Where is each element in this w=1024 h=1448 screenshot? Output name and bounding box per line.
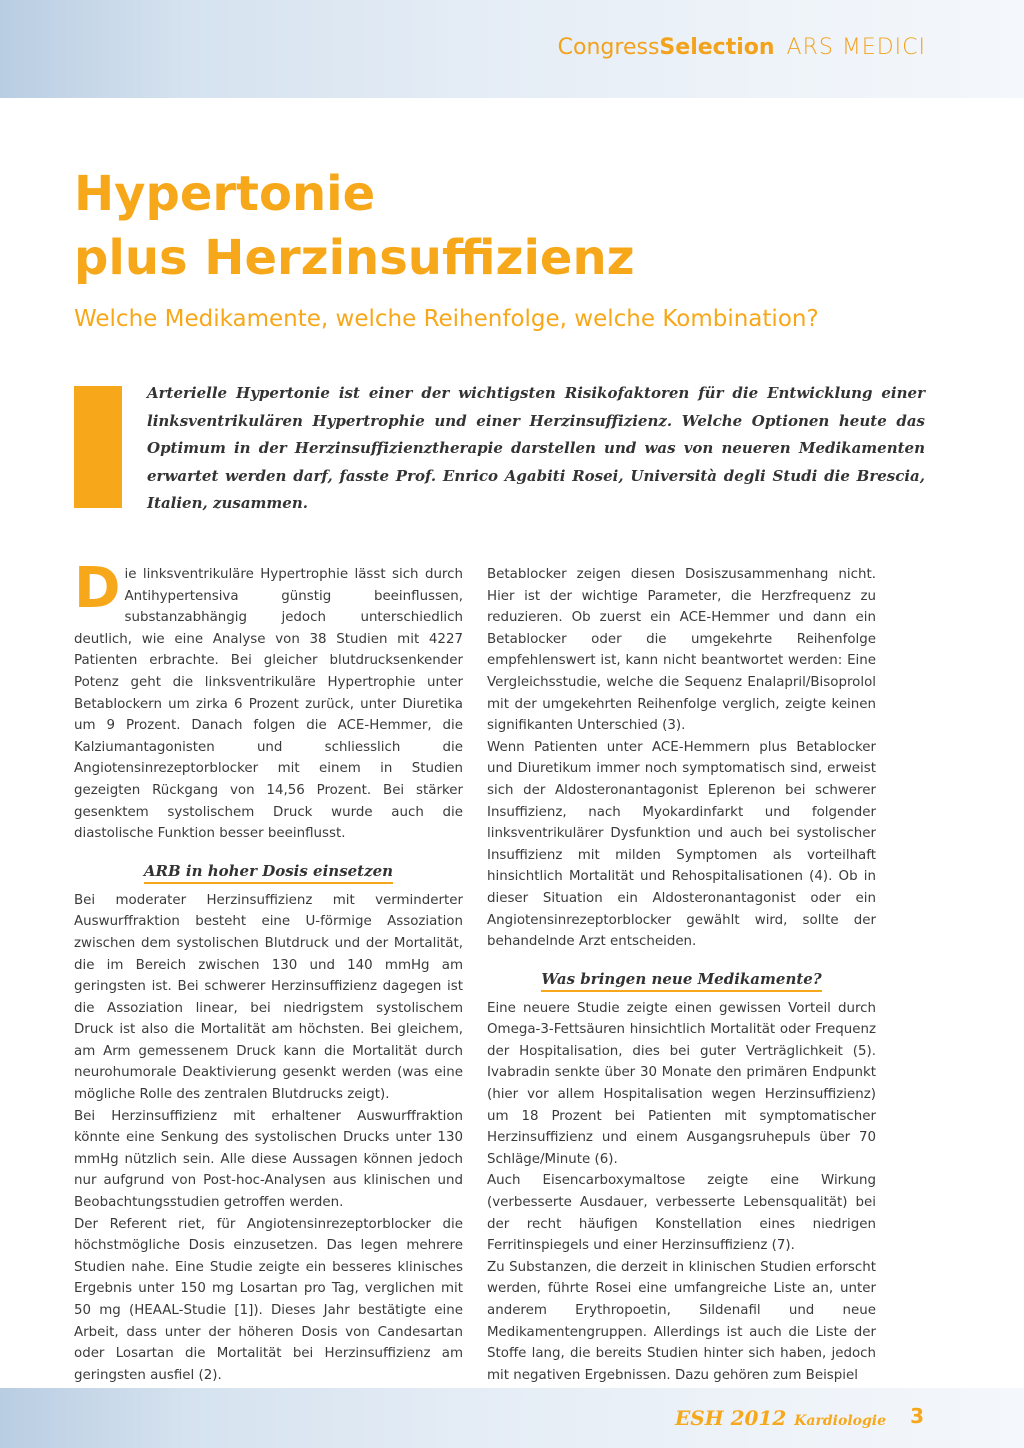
column-left bbox=[74, 556, 463, 1386]
intro-accent-bar bbox=[74, 386, 122, 508]
paragraph: Bei Herzinsuffizienz mit erhaltener Auswurffraktion könnte eine Senkung des systolischen Drucks unter 130 mmHg nützlich sein. Alle diese Aussagen können jedoch nur aufgrund von Post-hoc-Analysen aus klinischen und Beobachtungsstudien getroffen werden. bbox=[74, 1108, 463, 1211]
title-line-1: Hypertonie bbox=[74, 166, 376, 222]
title-line-2: plus Herzinsuffizienz bbox=[74, 230, 635, 286]
article-subtitle: Welche Medikamente, welche Reihenfolge, welche Kombination? bbox=[74, 306, 819, 332]
paragraph: Wenn Patienten unter ACE-Hemmern plus Betablocker und Diuretikum immer noch symptomatisch sind, erweist sich der Aldosteronantagonist Eplerenon bei schwerer Insuffizienz, nach Myokardinfarkt und folgender linksventrikulärer Dysfunktion und auch bei systolischer Insuffizienz mit milden Symptomen als vorteilhaft hinsichtlich Mortalität und Rehospitalisationen (4). Ob in dieser Situation ein Aldosteronantagonist oder ein Angiotensinrezeptorblocker gewählt wird, sollte der behandelnde Arzt entscheiden. bbox=[487, 739, 876, 950]
article-title bbox=[74, 162, 954, 290]
series-light: Congress bbox=[557, 35, 660, 60]
paragraph: Der Referent riet, für Angiotensinrezeptorblocker die höchstmögliche Dosis einzusetzen. Das legen mehrere Studien nahe. Eine Studie zeigte ein besseres klinisches Ergebnis unter 150 mg Losartan pro Tag, verglichen mit 50 mg (HEAAL-Studie [1]). Dieses Jahr bestätigte eine Arbeit, dass unter der höheren Dosis von Candesartan oder Losartan die Mortalität bei Herzinsuffizienz am geringsten ausfiel (2). bbox=[74, 1216, 463, 1383]
footer-event: ESH 2012 bbox=[675, 1406, 787, 1430]
paragraph: Bei moderater Herzinsuffizienz mit verminderter Auswurffraktion besteht eine U-förmige Assoziation zwischen dem systolischen Blutdruck und der Mortalität, die im Bereich zwischen 130 und 140 mmHg am geringsten ist. Bei schwerer Herzinsuffizienz dagegen ist die Assoziation linear, bei niedrigstem systolischem Druck ist also die Mortalität am höchsten. Bei gleichem, am Arm gemessenem Druck kann die Mortalität durch neurohumorale Deaktivierung gesenkt werden (was eine mögliche Rolle des zentralen Blutdrucks zeigt). bbox=[74, 892, 463, 1103]
series-bold: Selection bbox=[659, 35, 775, 60]
subheading-wrap bbox=[74, 861, 463, 884]
paragraph: Zu Substanzen, die derzeit in klinischen Studien erforscht werden, führte Rosei eine umfangreiche Liste an, unter anderem Erythropoetin, Sildenafil und neue Medikamentengruppen. Allerdings ist auch die Liste der Stoffe lang, die bereits Studien hinter sich haben, jedoch mit negativen Ergebnissen. Dazu gehören zum Beispiel bbox=[487, 1259, 876, 1383]
subheading: Was bringen neue Medikamente? bbox=[541, 969, 821, 992]
congress-selection-logo bbox=[558, 34, 775, 62]
subheading-wrap bbox=[487, 969, 876, 992]
paragraph: Betablocker zeigen diesen Dosiszusammenhang nicht. Hier ist der wichtige Parameter, die Herzfrequenz zu reduzieren. Ob zuerst ein ACE-Hemmer und dann ein Betablocker oder die umgekehrte Reihenfolge empfehlenswert ist, kann nicht beantwortet werden: Eine Vergleichsstudie, welche die Sequenz Enalapril/Bisoprolol mit der umgekehrten Reihenfolge verglich, zeigte keinen signifikanten Unterschied (3). bbox=[487, 567, 876, 734]
paragraph: Auch Eisencarboxymaltose zeigte eine Wirkung (verbesserte Ausdauer, verbesserte Lebensqualität) bei der recht häufigen Konstellation eines niedrigen Ferritinspiegels und einer Herzinsuffizienz (7). bbox=[487, 1173, 876, 1254]
masthead bbox=[558, 28, 926, 62]
column-right bbox=[487, 564, 876, 1386]
subheading: ARB in hoher Dosis einsetzen bbox=[144, 861, 393, 884]
page-number: 3 bbox=[910, 1404, 924, 1428]
paragraph: Eine neuere Studie zeigte einen gewissen Vorteil durch Omega-3-Fettsäuren hinsichtlich Mortalität oder Frequenz der Hospitalisation, dies bei guter Verträglichkeit (5). Ivabradin senkte über 30 Monate den primären Endpunkt (hier vor allem Hospitalisation wegen Herzinsuffizienz) um 18 Prozent bei Patienten mit symptomatischer Herzinsuffizienz und einem Ausgangsruhepuls über 70 Schläge/Minute (6). bbox=[487, 1000, 876, 1167]
footer-section: Kardiologie bbox=[794, 1413, 886, 1429]
ars-medici-logo: ARS MEDICI bbox=[786, 35, 926, 60]
paragraph bbox=[74, 556, 463, 845]
lead-paragraph: Arterielle Hypertonie ist einer der wichtigsten Risikofaktoren für die Entwicklung einer linksventrikulären Hypertrophie und einer Herzinsuffizienz. Welche Optionen heute das Optimum in der Herzinsuffizienztherapie darstellen und was von neueren Medikamenten erwartet werden darf, fasste Prof. Enrico Agabiti Rosei, Università degli Studi die Brescia, Italien, zusammen. bbox=[147, 384, 925, 513]
drop-cap: D bbox=[74, 556, 121, 621]
paragraph-text: ie linksventrikuläre Hypertrophie lässt sich durch Antihypertensiva günstig beeinflussen, substanzabhängig jedoch unterschiedlich deutlich, wie eine Analyse von 38 Studien mit 4227 Patienten erbrachte. Bei gleicher blutdrucksenkender Potenz geht die linksventrikuläre Hypertrophie unter Betablockern um zirka 6 Prozent zurück, unter Diuretika um 9 Prozent. Danach folgen die ACE-Hemmer, die Kalziumantagonisten und schliesslich die Angiotensinrezeptorblocker mit einem in Studien gezeigten Rückgang von 14,56 Prozent. Bei stärker gesenktem systolischem Druck wurde auch die diastolische Funktion besser beeinflusst. bbox=[74, 567, 463, 842]
footer-label bbox=[675, 1406, 886, 1430]
